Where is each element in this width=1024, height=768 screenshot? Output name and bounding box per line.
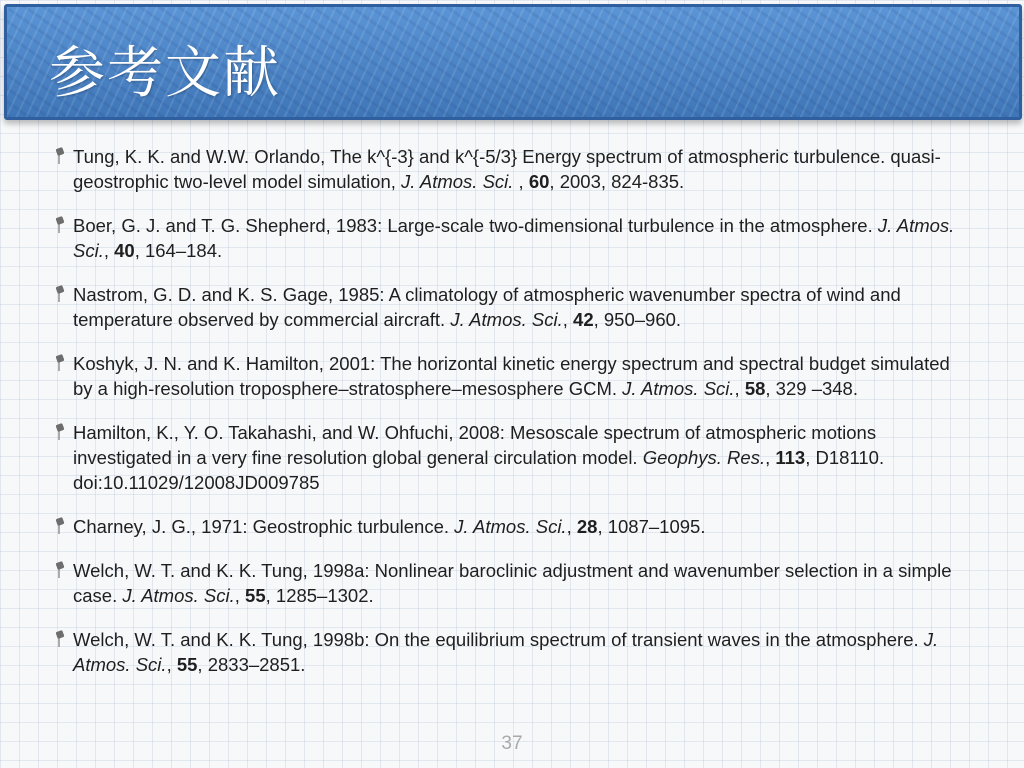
reference-text: Welch, W. T. and K. K. Tung, 1998b: On the equilibrium spectrum of transient waves in the atmosphere. (73, 629, 924, 650)
reference-item (56, 282, 956, 332)
reference-journal: J. Atmos. Sci. (122, 585, 235, 606)
reference-separator: , (103, 240, 115, 261)
reference-journal: J. Atmos. Sci. (450, 309, 563, 330)
slide-title: 参考文献 (49, 41, 281, 106)
reference-text: Charney, J. G., 1971: Geostrophic turbulence. (73, 516, 455, 537)
reference-list (56, 144, 956, 696)
reference-pages: , D18110. doi:10.11029/12008JD009785 (73, 447, 885, 493)
reference-volume: 28 (576, 516, 598, 537)
reference-volume: 58 (744, 378, 766, 399)
reference-pages: , 1087–1095. (597, 516, 706, 537)
pushpin-bullet-icon (56, 423, 66, 441)
reference-journal: J. Atmos. Sci. (622, 378, 735, 399)
reference-volume: 42 (573, 309, 594, 330)
reference-pages: , 164–184. (134, 240, 223, 261)
reference-item (56, 144, 956, 194)
reference-text: Koshyk, J. N. and K. Hamilton, 2001: The horizontal kinetic energy spectrum and spectral budget simulated by a high-resolution troposphere–stratosphere–mesosphere GCM. (73, 353, 950, 399)
pushpin-bullet-icon (56, 216, 66, 234)
reference-journal: J. Atmos. Sci. (73, 629, 939, 675)
reference-separator: , (765, 447, 776, 468)
pushpin-bullet-icon (56, 354, 66, 372)
reference-pages: , 2833–2851. (197, 654, 306, 675)
pushpin-bullet-icon (56, 285, 66, 303)
reference-item (56, 558, 956, 608)
title-banner (4, 4, 1022, 120)
reference-journal: J. Atmos. Sci. (454, 516, 567, 537)
page-number: 37 (501, 733, 523, 754)
reference-item (56, 627, 956, 677)
reference-text: Nastrom, G. D. and K. S. Gage, 1985: A climatology of atmospheric wavenumber spectra of wind and temperature observed by commercial aircraft. (73, 284, 901, 330)
pushpin-bullet-icon (56, 561, 66, 579)
reference-text: Welch, W. T. and K. K. Tung, 1998a: Nonlinear baroclinic adjustment and wavenumber selection in a simple case. (73, 560, 952, 606)
reference-pages: , 329 –348. (765, 378, 858, 399)
pushpin-bullet-icon (56, 517, 66, 535)
reference-item (56, 514, 956, 539)
reference-separator: , (513, 171, 529, 192)
reference-journal: J. Atmos. Sci. (401, 171, 514, 192)
reference-volume: 60 (528, 171, 550, 192)
reference-volume: 55 (245, 585, 266, 606)
reference-volume: 40 (114, 240, 135, 261)
reference-separator: , (234, 585, 246, 606)
reference-volume: 113 (775, 447, 806, 468)
reference-item (56, 351, 956, 401)
reference-separator: , (166, 654, 177, 675)
reference-pages: , 950–960. (593, 309, 682, 330)
reference-journal: Geophys. Res. (642, 447, 766, 468)
reference-separator: , (734, 378, 745, 399)
reference-text: Boer, G. J. and T. G. Shepherd, 1983: Large-scale two-dimensional turbulence in the atmosphere. (73, 215, 878, 236)
reference-journal: J. Atmos. Sci. (73, 215, 955, 261)
reference-text: Hamilton, K., Y. O. Takahashi, and W. Ohfuchi, 2008: Mesoscale spectrum of atmospheric motions investigated in a very fine resolution global general circulation model. (73, 422, 877, 468)
pushpin-bullet-icon (56, 630, 66, 648)
reference-pages: , 2003, 824-835. (549, 171, 685, 192)
reference-item (56, 213, 956, 263)
pushpin-bullet-icon (56, 147, 66, 165)
reference-text: Tung, K. K. and W.W. Orlando, The k^{-3} and k^{-5/3} Energy spectrum of atmospheric turbulence. quasi-geostrophic two-level model simulation, (73, 146, 941, 192)
reference-item (56, 420, 956, 495)
reference-separator: , (562, 309, 574, 330)
reference-pages: , 1285–1302. (265, 585, 374, 606)
reference-volume: 55 (176, 654, 198, 675)
reference-separator: , (566, 516, 577, 537)
